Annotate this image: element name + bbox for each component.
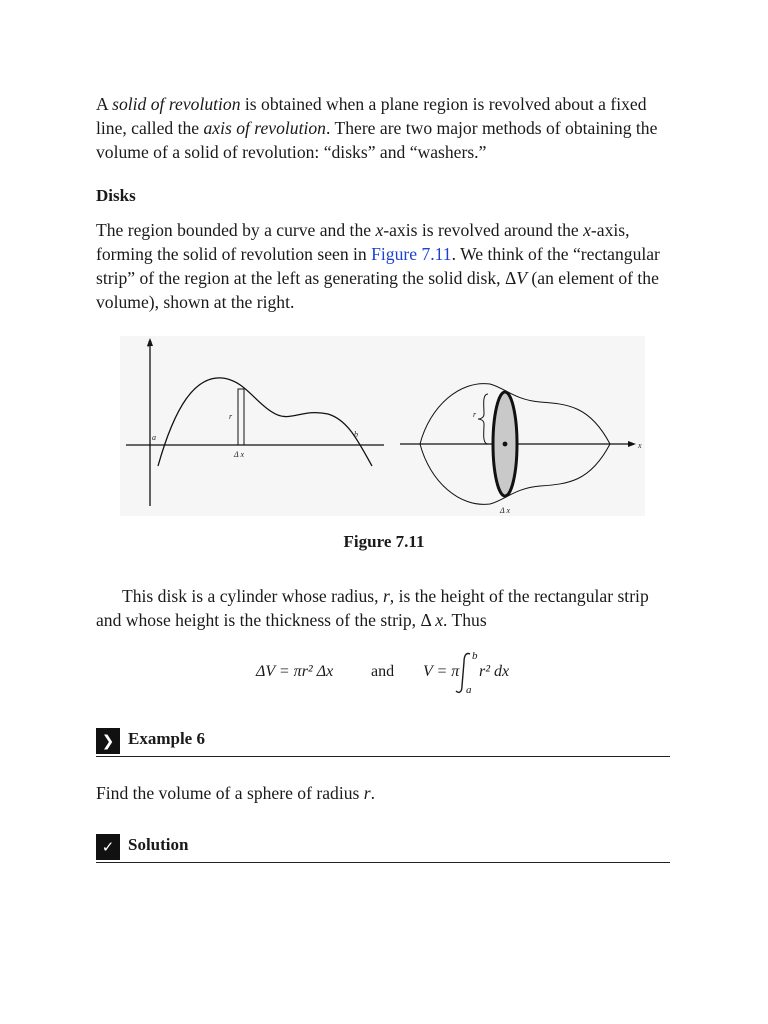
radius-brace bbox=[478, 394, 488, 444]
volume-formula bbox=[250, 648, 530, 698]
section-heading-disks: Disks bbox=[96, 186, 136, 205]
cylinder-paragraph: This disk is a cylinder whose radius, r, is the height of the rectangular strip and whose height is the thickness of the strip, Δ x. Thus bbox=[96, 586, 649, 630]
term-solid-of-revolution: solid of revolution bbox=[112, 94, 241, 114]
integral-lower-limit: a bbox=[466, 684, 472, 696]
example-header[interactable] bbox=[96, 726, 670, 757]
rectangular-strip bbox=[238, 389, 244, 445]
solution-label: Solution bbox=[128, 835, 189, 854]
label-r-left: r bbox=[229, 412, 233, 421]
region-curve bbox=[158, 378, 372, 466]
problem-statement: Find the volume of a sphere of radius r. bbox=[96, 783, 376, 803]
label-y: y bbox=[148, 338, 152, 347]
formula-and: and bbox=[371, 663, 395, 680]
label-delta-x-right: Δ x bbox=[500, 506, 511, 515]
disk-center-point bbox=[503, 442, 508, 447]
integral-upper-limit: b bbox=[472, 650, 478, 662]
formula-disk-volume: ΔV = πr² Δx bbox=[256, 663, 334, 680]
chevron-right-icon[interactable]: ❯ bbox=[96, 728, 120, 754]
disks-paragraph: The region bounded by a curve and the x-axis is revolved around the x-axis, forming the solid of revolution seen in Figure 7.11. We think of the “rectangular strip” of the region at the left as generating the solid disk, ΔV (an element of the volume), shown at the right. bbox=[96, 220, 660, 312]
solution-header[interactable] bbox=[96, 832, 670, 863]
right-x-arrow bbox=[628, 441, 636, 447]
term-axis-of-revolution: axis of revolution bbox=[203, 118, 326, 138]
example-label: Example 6 bbox=[128, 729, 205, 748]
label-a: a bbox=[152, 433, 156, 442]
label-r-right: r bbox=[473, 410, 477, 419]
label-delta-x-left: Δ x bbox=[234, 450, 245, 459]
figure-caption: Figure 7.11 bbox=[343, 532, 425, 551]
label-b: b bbox=[354, 430, 358, 439]
formula-volume-left: V = π bbox=[423, 663, 460, 680]
figure-svg bbox=[120, 336, 645, 516]
label-x: x bbox=[638, 441, 642, 450]
checkmark-icon[interactable]: ✓ bbox=[96, 834, 120, 860]
figure-7-11 bbox=[120, 336, 645, 516]
formula-integrand: r² dx bbox=[479, 663, 510, 680]
intro-paragraph: A solid of revolution is obtained when a plane region is revolved about a fixed line, called the axis of revolution. There are two major methods of obtaining the volume of a solid of revolution: “disks” and “washers.” bbox=[96, 94, 658, 162]
figure-link[interactable]: Figure 7.11 bbox=[371, 244, 452, 264]
